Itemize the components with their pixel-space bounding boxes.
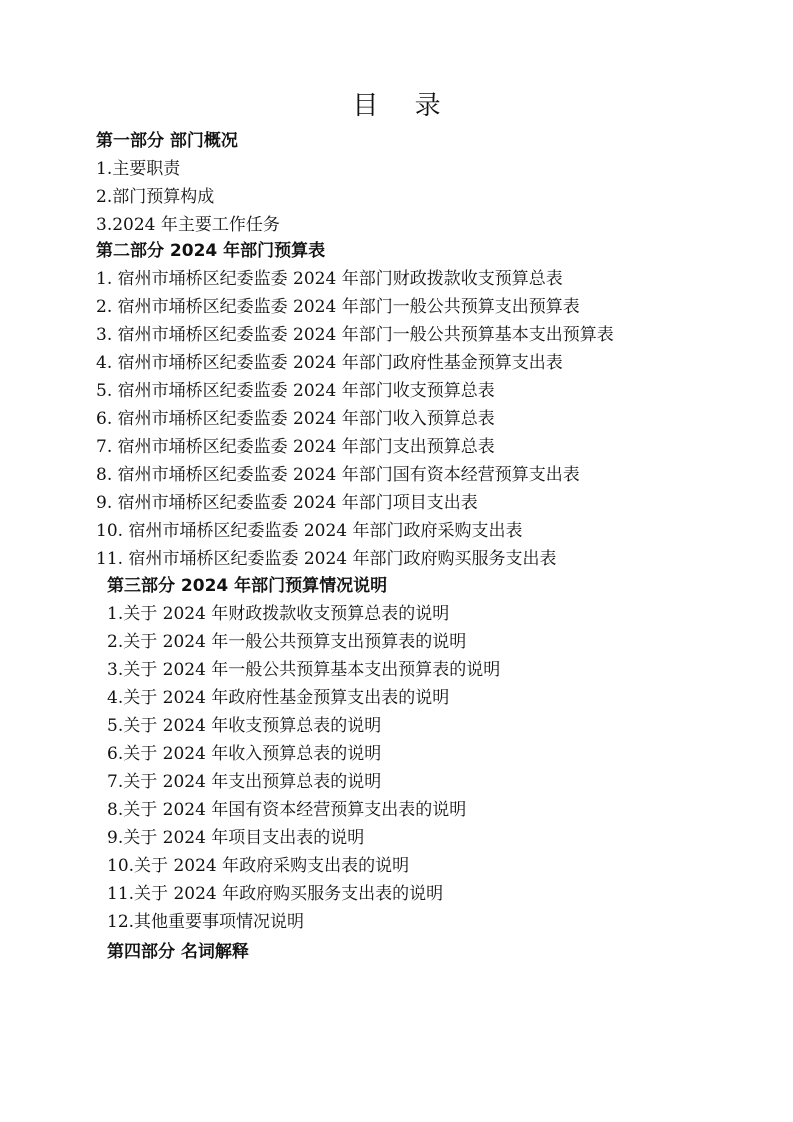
page-title: 目 录 <box>352 91 455 121</box>
part3-item: 10.关于 2024 年政府采购支出表的说明 <box>107 856 410 876</box>
part3-item: 7.关于 2024 年支出预算总表的说明 <box>107 772 382 792</box>
part2-item: 9. 宿州市埇桥区纪委监委 2024 年部门项目支出表 <box>96 493 478 513</box>
part2-item: 5. 宿州市埇桥区纪委监委 2024 年部门收支预算总表 <box>96 381 495 401</box>
part2-item: 8. 宿州市埇桥区纪委监委 2024 年部门国有资本经营预算支出表 <box>96 465 580 485</box>
part2-item: 7. 宿州市埇桥区纪委监委 2024 年部门支出预算总表 <box>96 437 495 457</box>
part2-item: 6. 宿州市埇桥区纪委监委 2024 年部门收入预算总表 <box>96 409 495 429</box>
part3-item: 2.关于 2024 年一般公共预算支出预算表的说明 <box>107 632 467 652</box>
part3-item: 11.关于 2024 年政府购买服务支出表的说明 <box>107 884 444 904</box>
part2-heading: 第二部分 2024 年部门预算表 <box>96 241 326 261</box>
part1-item: 1.主要职责 <box>96 159 181 179</box>
part3-item: 3.关于 2024 年一般公共预算基本支出预算表的说明 <box>107 660 501 680</box>
part1-heading: 第一部分 部门概况 <box>96 131 238 151</box>
part3-item: 5.关于 2024 年收支预算总表的说明 <box>107 716 382 736</box>
part2-item: 2. 宿州市埇桥区纪委监委 2024 年部门一般公共预算支出预算表 <box>96 297 580 317</box>
part4-heading: 第四部分 名词解释 <box>107 942 249 962</box>
part2-item: 11. 宿州市埇桥区纪委监委 2024 年部门政府购买服务支出表 <box>96 549 557 569</box>
part3-item: 12.其他重要事项情况说明 <box>107 912 305 932</box>
part1-item: 2.部门预算构成 <box>96 187 215 207</box>
part2-item: 10. 宿州市埇桥区纪委监委 2024 年部门政府采购支出表 <box>96 521 523 541</box>
part3-item: 4.关于 2024 年政府性基金预算支出表的说明 <box>107 688 450 708</box>
part2-item: 4. 宿州市埇桥区纪委监委 2024 年部门政府性基金预算支出表 <box>96 353 563 373</box>
part3-item: 8.关于 2024 年国有资本经营预算支出表的说明 <box>107 800 467 820</box>
part1-item: 3.2024 年主要工作任务 <box>96 215 280 235</box>
part3-item: 1.关于 2024 年财政拨款收支预算总表的说明 <box>107 604 450 624</box>
part3-heading: 第三部分 2024 年部门预算情况说明 <box>107 576 388 596</box>
part3-item: 9.关于 2024 年项目支出表的说明 <box>107 828 365 848</box>
part3-item: 6.关于 2024 年收入预算总表的说明 <box>107 744 382 764</box>
part2-item: 1. 宿州市埇桥区纪委监委 2024 年部门财政拨款收支预算总表 <box>96 269 563 289</box>
part2-item: 3. 宿州市埇桥区纪委监委 2024 年部门一般公共预算基本支出预算表 <box>96 325 614 345</box>
